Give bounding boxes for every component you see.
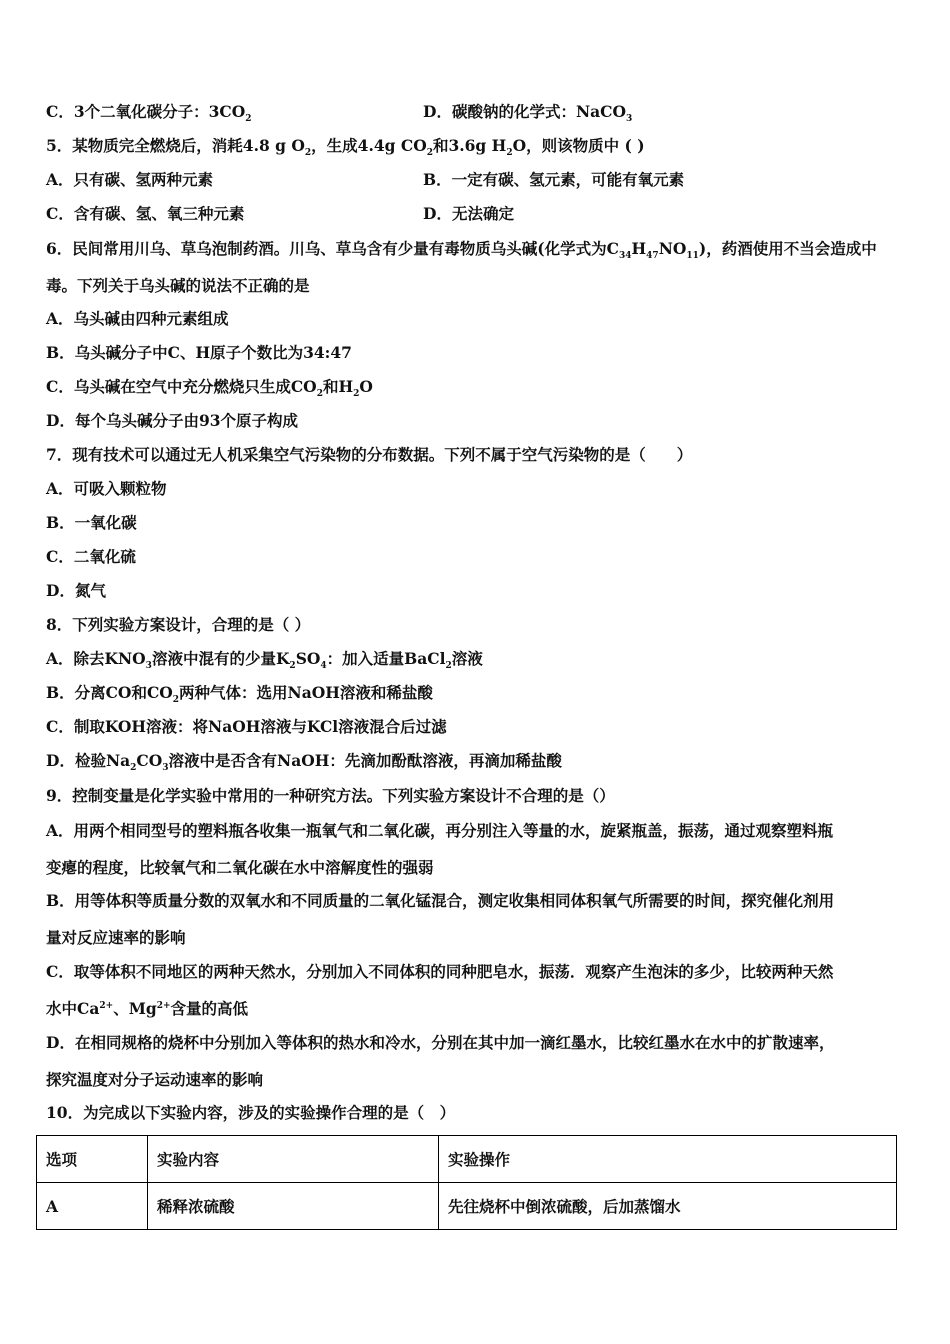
- table-header-cell: 实验操作: [439, 1136, 897, 1183]
- q9-option-b-line2: 量对反应速率的影响: [46, 928, 186, 947]
- q10-table: [36, 1135, 897, 1230]
- q8-stem: 8．下列实验方案设计，合理的是（ ）: [46, 615, 311, 634]
- q7-stem: 7．现有技术可以通过无人机采集空气污染物的分布数据。下列不属于空气污染物的是（ ）: [46, 445, 693, 464]
- q10-stem: 10．为完成以下实验内容，涉及的实验操作合理的是（ ）: [46, 1103, 456, 1122]
- q5-option-c: C．含有碳、氢、氧三种元素: [46, 204, 245, 223]
- q8-option-a: A．除去$KNO_3$溶液中混有的少量$K_2SO_4$：加入适量BaCl$_2$溶液: [46, 649, 483, 672]
- q4-option-d: D．碳酸钠的化学式：NaCO$_3$: [423, 102, 633, 125]
- q8-option-b: B．分离CO和$CO_2$两种气体：选用NaOH溶液和稀盐酸: [46, 683, 433, 706]
- q9-option-a-line1: A．用两个相同型号的塑料瓶各收集一瓶氧气和二氧化碳，再分别注入等量的水，旋紧瓶盖，振荡，通过观察塑料瓶: [46, 821, 834, 840]
- q7-option-d: D．氮气: [46, 581, 106, 600]
- q9-option-d-line2: 探究温度对分子运动速率的影响: [46, 1070, 264, 1089]
- q5-stem: 5．某物质完全燃烧后，消耗4.8 g $O_2$，生成4.4g $CO_2$和3.6g $H_2O$，则该物质中 ( ): [46, 136, 645, 159]
- q6-option-c: C．乌头碱在空气中充分燃烧只生成$CO_2$和$H_2O$: [46, 377, 373, 400]
- table-header-cell: 选项: [37, 1136, 148, 1183]
- q8-option-d: D．检验$Na_2CO_3$溶液中是否含有NaOH：先滴加酚酞溶液，再滴加稀盐酸: [46, 751, 562, 774]
- q6-stem-line2: 毒。下列关于乌头碱的说法不正确的是: [46, 276, 310, 295]
- q6-stem: 6．民间常用川乌、草乌泡制药酒。川乌、草乌含有少量有毒物质乌头碱(化学式为$C_{34}H_{47}NO_{11}$)，药酒使用不当会造成中: [46, 239, 877, 262]
- q4-option-c: C．3个二氧化碳分子：$3CO_2$: [46, 102, 252, 125]
- q6-option-a: A．乌头碱由四种元素组成: [46, 309, 229, 328]
- q5-options-row-1: [46, 170, 685, 190]
- q5-option-a: A．只有碳、氢两种元素: [46, 170, 214, 189]
- q6-option-b: B．乌头碱分子中C、H原子个数比为34:47: [46, 343, 352, 362]
- table-cell: 先往烧杯中倒浓硫酸，后加蒸馏水: [439, 1183, 897, 1230]
- q9-stem: 9．控制变量是化学实验中常用的一种研究方法。下列实验方案设计不合理的是（）: [46, 786, 615, 805]
- q9-option-c-line1: C．取等体积不同地区的两种天然水，分别加入不同体积的同种肥皂水，振荡．观察产生泡沫的多少，比较两种天然: [46, 962, 834, 981]
- q9-option-a-line2: 变瘪的程度，比较氧气和二氧化碳在水中溶解度性的强弱: [46, 858, 434, 877]
- q9-option-d-line1: D．在相同规格的烧杯中分别加入等体积的热水和冷水，分别在其中加一滴红墨水，比较红墨水在水中的扩散速率，: [46, 1033, 835, 1052]
- q5-option-b: B．一定有碳、氢元素，可能有氧元素: [423, 170, 685, 189]
- q7-option-c: C．二氧化硫: [46, 547, 136, 566]
- q7-option-b: B．一氧化碳: [46, 513, 137, 532]
- table-row: [37, 1183, 897, 1230]
- q5-options-row-2: [46, 204, 514, 224]
- q7-option-a: A．可吸入颗粒物: [46, 479, 167, 498]
- table-header-row: [37, 1136, 897, 1183]
- q9-option-b-line1: B．用等体积等质量分数的双氧水和不同质量的二氧化锰混合，测定收集相同体积氧气所需要的时间，探究催化剂用: [46, 891, 835, 910]
- q4-options-row: [46, 102, 633, 125]
- q9-option-c-line2: 水中$Ca^{2+}$、$Mg^{2+}$含量的高低: [46, 999, 249, 1018]
- q5-option-d: D．无法确定: [423, 204, 514, 223]
- table-cell: 稀释浓硫酸: [148, 1183, 439, 1230]
- q6-option-d: D．每个乌头碱分子由93个原子构成: [46, 411, 299, 430]
- q8-option-c: C．制取KOH溶液：将NaOH溶液与KCl溶液混合后过滤: [46, 717, 447, 736]
- table-cell: A: [37, 1183, 148, 1230]
- table-header-cell: 实验内容: [148, 1136, 439, 1183]
